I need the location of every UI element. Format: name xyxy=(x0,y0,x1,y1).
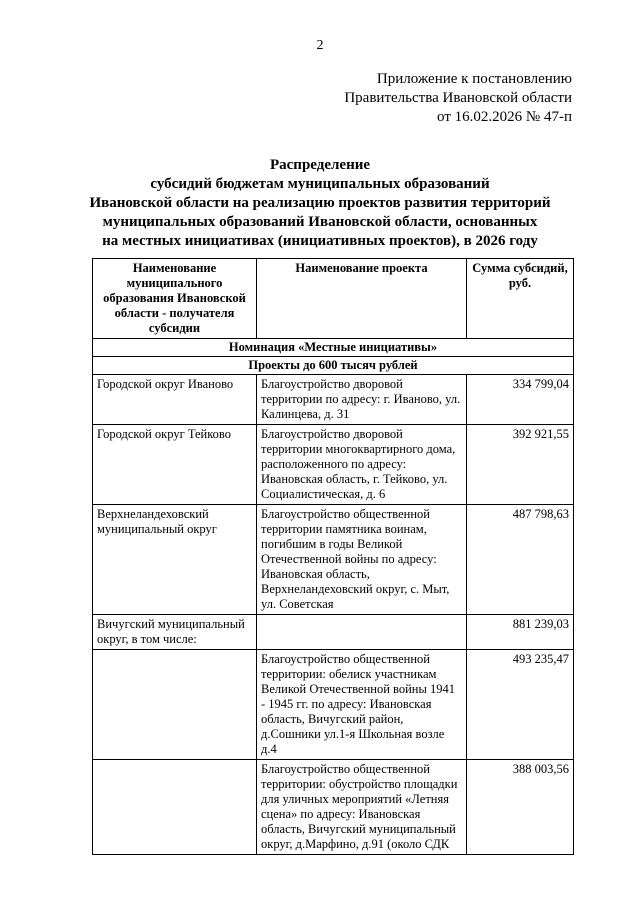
title-line-4: муниципальных образований Ивановской области, основанных xyxy=(102,214,538,230)
page-number: 2 xyxy=(316,38,324,53)
header-municipality: Наименование муниципального образования Ивановской области - получателя субсидии xyxy=(93,259,257,339)
subsidy-table xyxy=(92,258,574,855)
municipality-cell: Городской округ Иваново xyxy=(93,375,257,425)
subsection-row xyxy=(93,357,574,375)
table-row xyxy=(93,615,574,650)
project-cell: Благоустройство общественной территории: обустройство площадки для уличных мероприятий «Летняя сцена» по адресу: Ивановская область, Вичугский муниципальный округ, д.Марфино, д.91 (около СДК xyxy=(257,760,467,855)
appendix-line-3: от 16.02.2026 № 47-п xyxy=(437,109,572,125)
amount-cell: 388 003,56 xyxy=(467,760,574,855)
municipality-cell: Верхнеландеховский муниципальный округ xyxy=(93,505,257,615)
amount-cell: 881 239,03 xyxy=(467,615,574,650)
title-line-3: Ивановской области на реализацию проектов развития территорий xyxy=(89,195,551,211)
title-line-2: субсидий бюджетам муниципальных образований xyxy=(150,176,490,192)
project-cell: Благоустройство общественной территории: обелиск участникам Великой Отечественной войны 1941 - 1945 гг. по адресу: Ивановская область, Вичугский район, д.Сошники ул.1-я Школьная возле д.4 xyxy=(257,650,467,760)
amount-cell: 392 921,55 xyxy=(467,425,574,505)
appendix-line-1: Приложение к постановлению xyxy=(376,71,572,87)
table-row xyxy=(93,760,574,855)
header-amount: Сумма субсидий, руб. xyxy=(467,259,574,339)
municipality-cell: Городской округ Тейково xyxy=(93,425,257,505)
amount-cell: 487 798,63 xyxy=(467,505,574,615)
project-cell: Благоустройство общественной территории памятника воинам, погибшим в годы Великой Отечественной войны по адресу: Ивановская область, Верхнеландеховский округ, с. Мыт, ул. Советская xyxy=(257,505,467,615)
project-cell xyxy=(257,615,467,650)
project-cell: Благоустройство дворовой территории многоквартирного дома, расположенного по адресу: Ивановская область, г. Тейково, ул. Социалистическая, д. 6 xyxy=(257,425,467,505)
title-line-1: Распределение xyxy=(269,157,371,173)
amount-cell: 334 799,04 xyxy=(467,375,574,425)
table-row xyxy=(93,375,574,425)
appendix-reference xyxy=(344,70,572,127)
title-line-5: на местных инициативах (инициативных проектов), в 2026 году xyxy=(102,233,538,249)
table-row xyxy=(93,505,574,615)
table-header-row xyxy=(93,259,574,339)
table-row xyxy=(93,425,574,505)
nomination-row xyxy=(93,339,574,357)
project-cell: Благоустройство дворовой территории по адресу: г. Иваново, ул. Калинцева, д. 31 xyxy=(257,375,467,425)
nomination-label: Номинация «Местные инициативы» xyxy=(93,339,574,357)
amount-cell: 493 235,47 xyxy=(467,650,574,760)
municipality-cell xyxy=(93,760,257,855)
header-project: Наименование проекта xyxy=(257,259,467,339)
document-title xyxy=(60,156,580,251)
municipality-cell xyxy=(93,650,257,760)
appendix-line-2: Правительства Ивановской области xyxy=(344,90,572,106)
table-row xyxy=(93,650,574,760)
municipality-cell: Вичугский муниципальный округ, в том числе: xyxy=(93,615,257,650)
subsection-label: Проекты до 600 тысяч рублей xyxy=(93,357,574,375)
